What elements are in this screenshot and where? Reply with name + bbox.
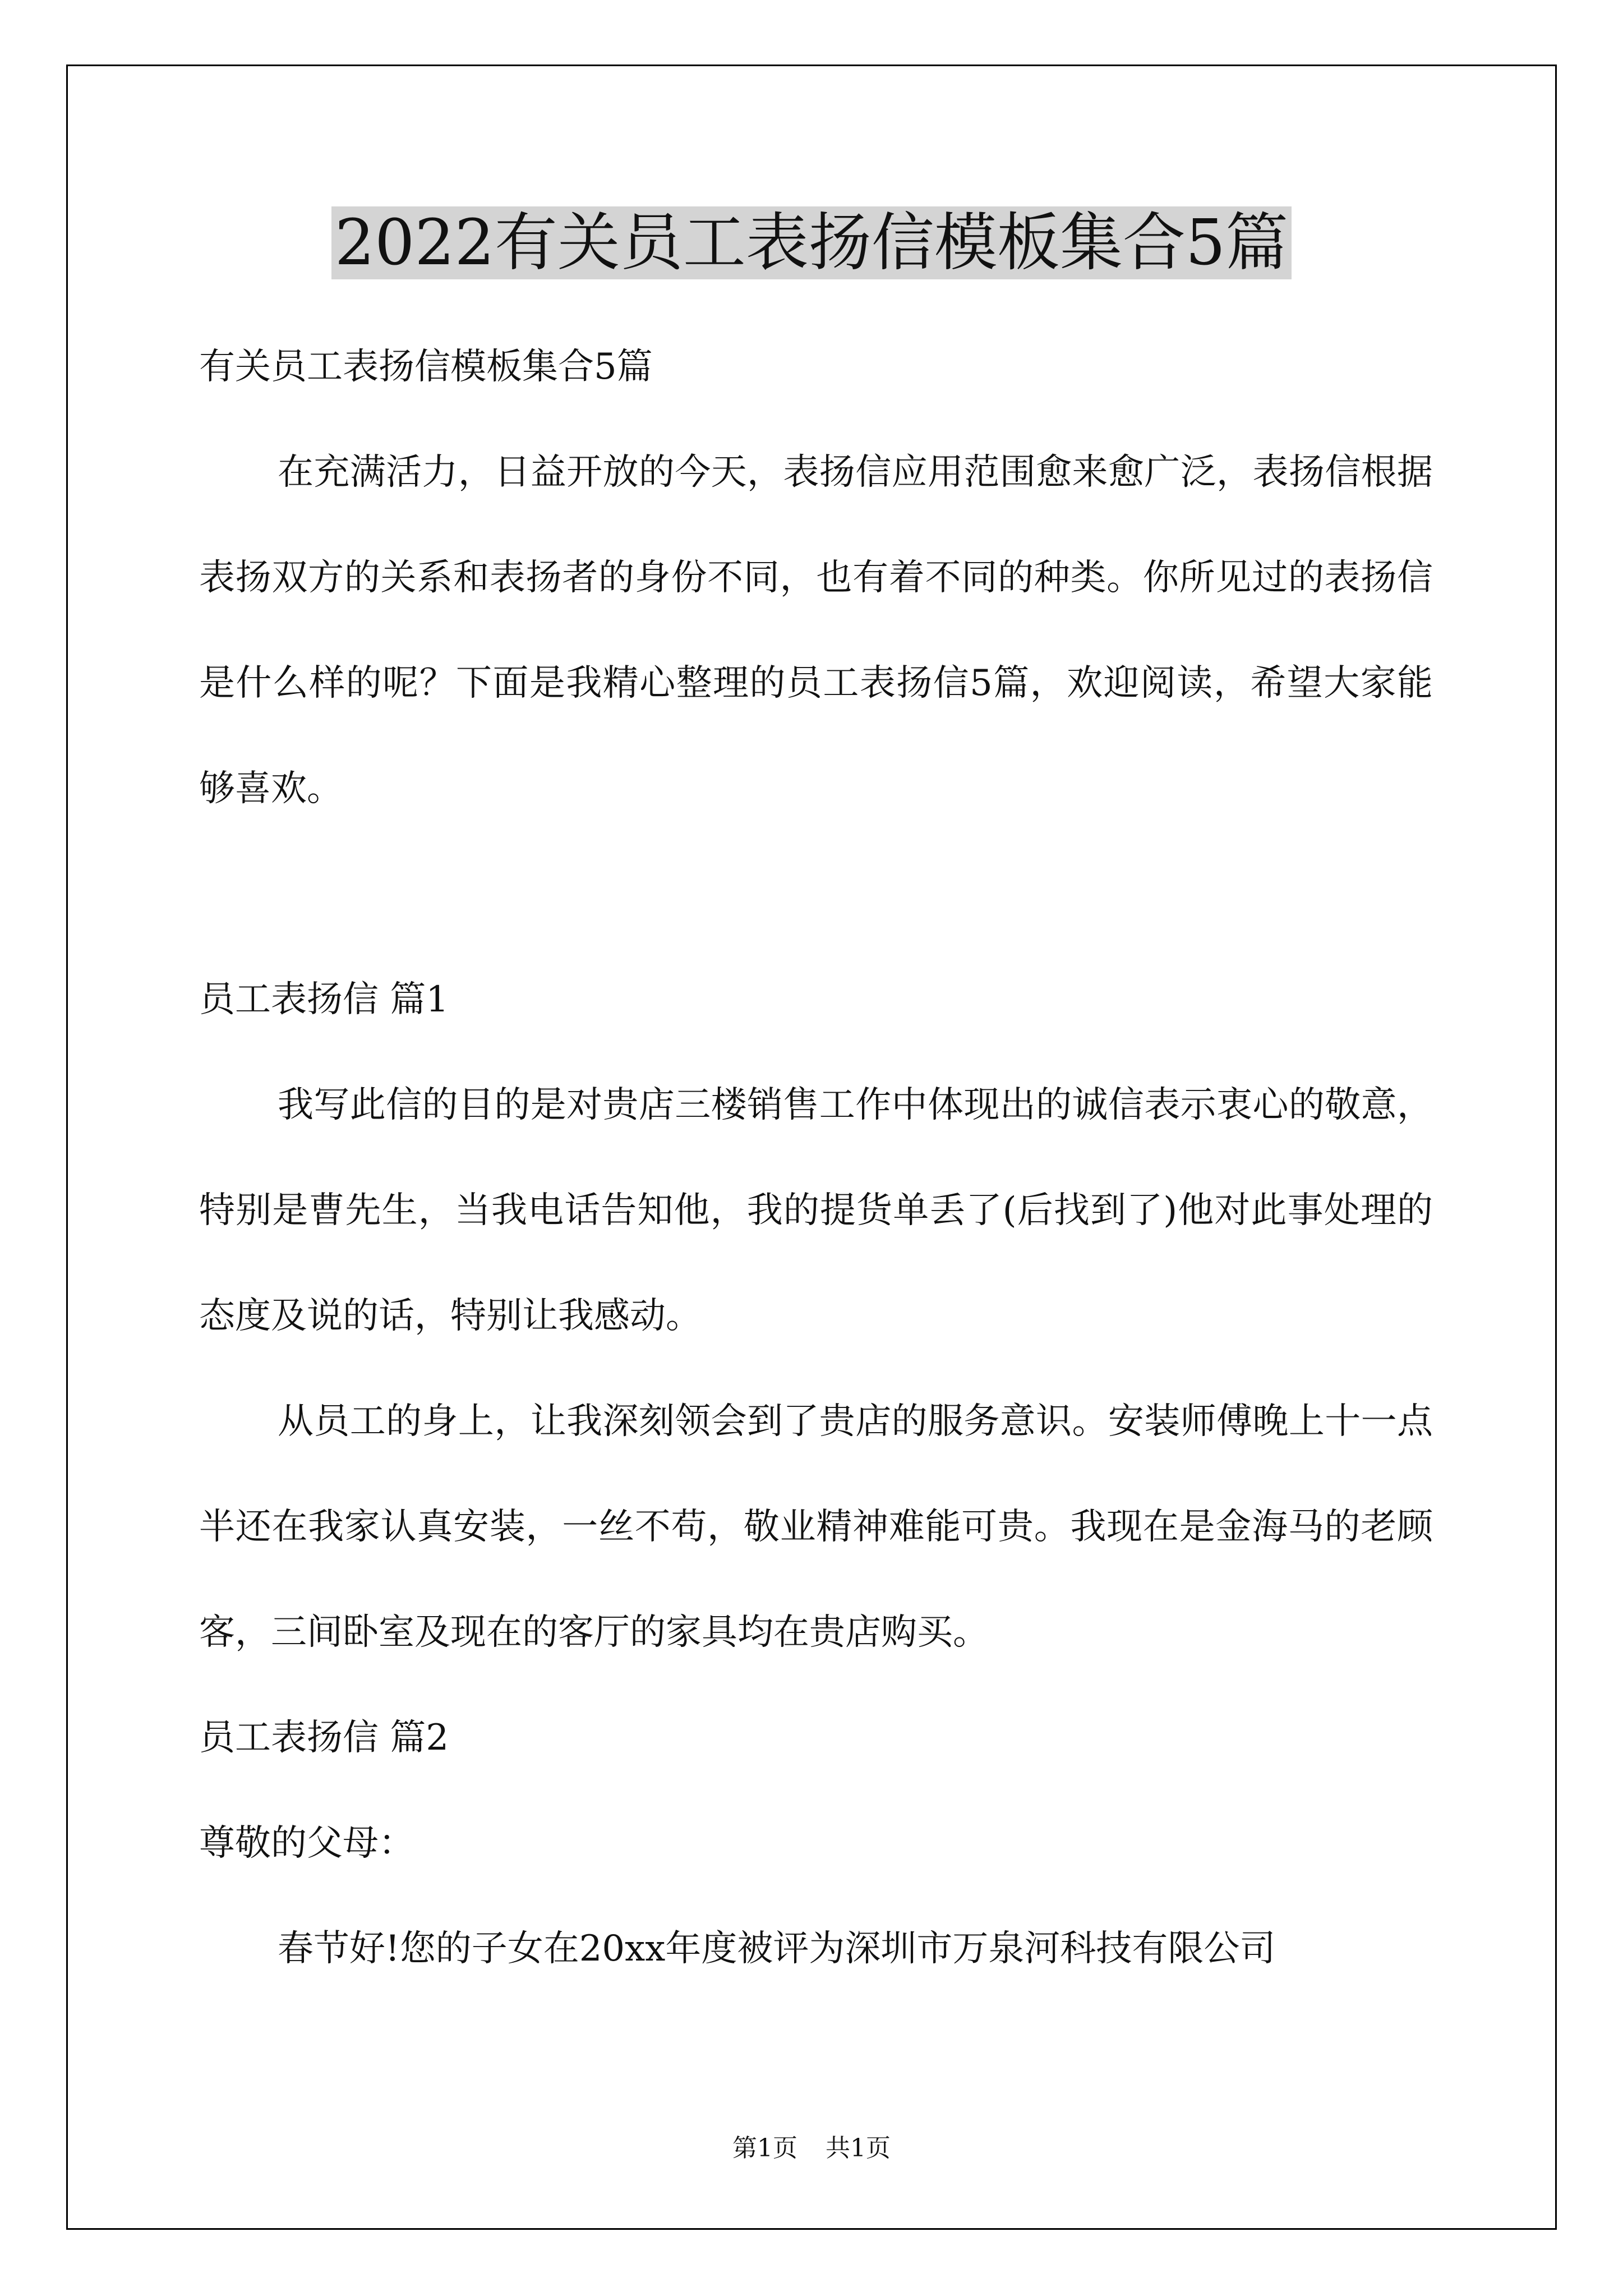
document-title	[0, 201, 1623, 285]
page-number: 第1页	[732, 2134, 797, 2162]
section1-paragraph-2: 从员工的身上，让我深刻领会到了贵店的服务意识。安装师傅晚上十一点半还在我家认真安装，一丝不苟，敬业精神难能可贵。我现在是金海马的老顾客，三间卧室及现在的客厅的家具均在贵店购买。	[199, 1401, 1433, 1653]
document-body	[199, 314, 1433, 2001]
section-heading-2: 员工表扬信 篇2	[199, 1717, 449, 1759]
blank-line	[199, 841, 1433, 947]
section2-paragraph-1: 春节好!您的子女在20xx年度被评为深圳市万泉河科技有限公司	[278, 1928, 1276, 1970]
section1-paragraph-1: 我写此信的目的是对贵店三楼销售工作中体现出的诚信表示衷心的敬意，特别是曹先生，当我电话告知他，我的提货单丢了(后找到了)他对此事处理的态度及说的话，特别让我感动。	[199, 1084, 1433, 1337]
page-footer	[0, 2132, 1623, 2165]
section-heading-1: 员工表扬信 篇1	[199, 979, 449, 1020]
document-title-text: 2022有关员工表扬信模板集合5篇	[331, 206, 1292, 279]
document-subtitle: 有关员工表扬信模板集合5篇	[199, 346, 653, 388]
intro-paragraph: 在充满活力，日益开放的今天，表扬信应用范围愈来愈广泛，表扬信根据表扬双方的关系和表扬者的身份不同，也有着不同的种类。你所见过的表扬信是什么样的呢？下面是我精心整理的员工表扬信5篇，欢迎阅读，希望大家能够喜欢。	[199, 452, 1433, 809]
salutation: 尊敬的父母：	[199, 1823, 414, 1864]
page-total: 共1页	[826, 2134, 891, 2162]
